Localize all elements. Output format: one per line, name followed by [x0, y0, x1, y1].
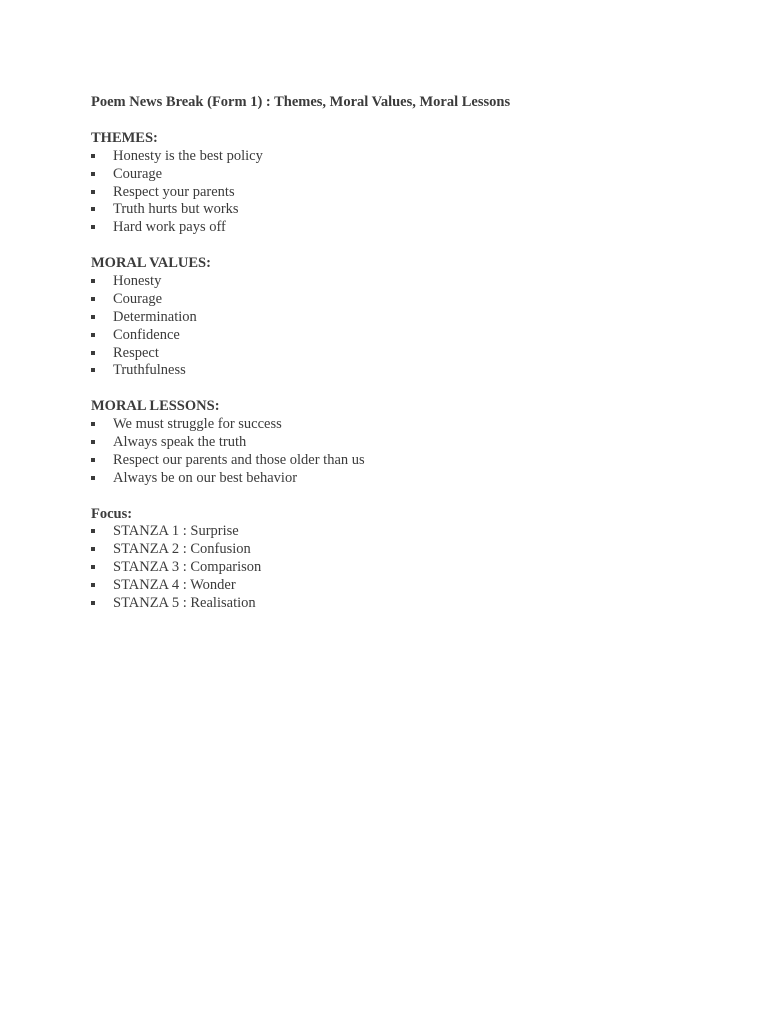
list-item — [91, 416, 731, 434]
list-item-text: Confidence — [113, 326, 180, 343]
bullet-icon — [91, 166, 101, 184]
themes-section — [91, 130, 731, 237]
bullet-icon — [91, 184, 101, 202]
bullet-icon — [91, 362, 101, 380]
list-item-text: STANZA 3 : Comparison — [113, 559, 262, 576]
moral-lessons-heading: MORAL LESSONS: — [91, 398, 220, 415]
list-item — [91, 470, 731, 488]
document-title: Poem News Break (Form 1) : Themes, Moral Values, Moral Lessons — [91, 94, 511, 110]
list-item — [91, 148, 731, 166]
moral-values-heading: MORAL VALUES: — [91, 255, 211, 272]
list-item-text: Respect our parents and those older than us — [113, 451, 365, 468]
list-item — [91, 327, 731, 345]
list-item — [91, 452, 731, 470]
list-item — [91, 362, 731, 380]
moral-values-list — [91, 273, 731, 380]
list-item — [91, 559, 731, 577]
list-item — [91, 345, 731, 363]
list-item — [91, 541, 731, 559]
list-item-text: We must struggle for success — [113, 416, 282, 433]
bullet-icon — [91, 148, 101, 166]
bullet-icon — [91, 523, 101, 541]
list-item-text: Always speak the truth — [113, 434, 247, 451]
list-item — [91, 201, 731, 219]
bullet-icon — [91, 452, 101, 470]
list-item — [91, 577, 731, 595]
list-item — [91, 523, 731, 541]
bullet-icon — [91, 595, 101, 613]
list-item-text: Honesty is the best policy — [113, 147, 263, 164]
bullet-icon — [91, 291, 101, 309]
bullet-icon — [91, 416, 101, 434]
list-item-text: Respect — [113, 344, 159, 361]
list-item-text: STANZA 4 : Wonder — [113, 577, 236, 594]
focus-heading: Focus: — [91, 505, 133, 522]
list-item — [91, 595, 731, 613]
list-item — [91, 184, 731, 202]
list-item-text: STANZA 2 : Confusion — [113, 541, 251, 558]
bullet-icon — [91, 434, 101, 452]
list-item — [91, 166, 731, 184]
list-item — [91, 309, 731, 327]
moral-lessons-list — [91, 416, 731, 488]
list-item — [91, 273, 731, 291]
bullet-icon — [91, 219, 101, 237]
list-item-text: Hard work pays off — [113, 219, 226, 236]
list-item-text: Always be on our best behavior — [113, 469, 298, 486]
list-item-text: Respect your parents — [113, 183, 235, 200]
list-item-text: Honesty — [113, 273, 162, 290]
bullet-icon — [91, 201, 101, 219]
list-item-text: STANZA 1 : Surprise — [113, 523, 239, 540]
bullet-icon — [91, 273, 101, 291]
list-item-text: STANZA 5 : Realisation — [113, 595, 256, 612]
list-item — [91, 291, 731, 309]
bullet-icon — [91, 541, 101, 559]
focus-section — [91, 506, 731, 613]
moral-lessons-section — [91, 398, 731, 487]
document-page — [91, 94, 731, 631]
list-item — [91, 219, 731, 237]
focus-list — [91, 523, 731, 612]
list-item-text: Truth hurts but works — [113, 201, 239, 218]
list-item-text: Determination — [113, 308, 197, 325]
bullet-icon — [91, 345, 101, 363]
moral-values-section — [91, 255, 731, 380]
list-item-text: Courage — [113, 290, 163, 307]
bullet-icon — [91, 470, 101, 488]
themes-heading: THEMES: — [91, 129, 158, 146]
list-item-text: Courage — [113, 165, 163, 182]
list-item — [91, 434, 731, 452]
bullet-icon — [91, 327, 101, 345]
list-item-text: Truthfulness — [113, 362, 186, 379]
bullet-icon — [91, 577, 101, 595]
bullet-icon — [91, 559, 101, 577]
themes-list — [91, 148, 731, 237]
bullet-icon — [91, 309, 101, 327]
